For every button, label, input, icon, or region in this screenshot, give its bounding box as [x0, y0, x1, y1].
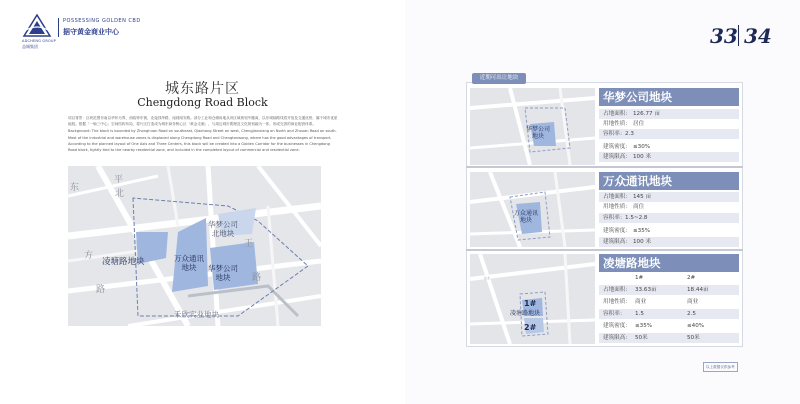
plot2-row-use-value: 商住 — [633, 204, 645, 210]
map-label-huameng-line1: 华梦公司 — [208, 264, 238, 273]
plot1-row-far — [599, 129, 739, 139]
plot3-thumb-label: 凌塘路地块 — [510, 310, 541, 317]
plot2-thumbnail-map — [470, 172, 595, 247]
road-text-lu: 路 — [96, 285, 106, 295]
plot2-row-density-value: ≤35% — [633, 228, 651, 234]
map-label-wanzhong-line2: 地块 — [181, 263, 197, 272]
plot1-row-far-value: 2.3 — [625, 131, 634, 137]
road-text-lu2: 路 — [252, 273, 262, 283]
plot1-row-far-key: 容积率： — [603, 131, 626, 137]
company-logo — [22, 14, 56, 49]
road-text-ping: 平 — [114, 175, 124, 185]
plot2-row-area-key: 占地面积： — [603, 194, 631, 200]
plot1-row-height-key: 建筑限高： — [603, 154, 631, 160]
plot3-row-far-v1: 1.5 — [635, 311, 644, 317]
map-label-huameng-north-line2: 北地块 — [211, 229, 235, 238]
slogan-cn: 据守黄金商业中心 — [63, 28, 119, 36]
logo-mark-icon — [22, 14, 52, 42]
plot3-row-density — [599, 321, 739, 331]
plot1-row-area-value: 126.77 亩 — [633, 111, 660, 117]
plot1-row-use-key: 用地性质： — [603, 121, 631, 127]
plot2-row-use-key: 用地性质： — [603, 204, 631, 210]
map-label-hexin: 禾欣实业地块 — [174, 310, 219, 319]
plot2-row-height-value: 100 米 — [633, 239, 652, 245]
plot2-thumb-label-line1: 万众通讯 — [514, 210, 539, 217]
plot2-row-density-key: 建筑密度： — [603, 228, 631, 234]
plot3-thumb-road-bei: 北 — [487, 276, 491, 280]
block-title-cn: 城东路片区 — [165, 81, 240, 97]
plot3-row-use-v1: 商业 — [635, 299, 647, 305]
plot2-row-density — [599, 226, 739, 236]
plot3-header-row — [599, 273, 739, 283]
plot3-row-far-v2: 2.5 — [687, 311, 696, 317]
road-text-dong: 东 — [70, 183, 80, 193]
plot3-label-1: 1# — [524, 299, 537, 308]
reference-note: 以上数据仅供参考 — [703, 362, 738, 372]
plot3-row-area-key: 占地面积： — [603, 287, 631, 293]
map-label-wanzhong — [174, 254, 204, 272]
road-text-bei: 北 — [115, 189, 125, 199]
plot2-row-height-key: 建筑限高： — [603, 239, 631, 245]
plot1-title: 华梦公司地块 — [599, 88, 739, 106]
block-title-en: Chengdong Road Block — [137, 96, 268, 109]
plot2-row-area — [599, 192, 739, 202]
page-number-left: 33 — [710, 24, 738, 48]
plot3-row-area-v1: 33.63亩 — [635, 287, 657, 293]
plot3-row-height — [599, 333, 739, 343]
plot1-row-height — [599, 152, 739, 162]
plot2-title: 万众通讯地块 — [599, 172, 739, 190]
plot3-row-far-key: 容积率： — [603, 311, 626, 317]
map-label-wanzhong-line1: 万众通讯 — [174, 254, 204, 263]
plot3-row-area-v2: 18.44亩 — [687, 287, 709, 293]
plot3-row-area — [599, 285, 739, 295]
page-number-right: 34 — [744, 24, 772, 48]
plot1-row-density — [599, 142, 739, 152]
plot3-row-height-v1: 50米 — [635, 335, 648, 341]
plot1-thumb-label — [526, 126, 550, 140]
block-description — [68, 115, 340, 154]
plot1-row-density-value: ≤30% — [633, 144, 651, 150]
page-number-divider — [738, 25, 739, 46]
plot1-row-height-value: 100 米 — [633, 154, 652, 160]
plot3-row-density-key: 建筑密度： — [603, 323, 631, 329]
plot3-row-density-v1: ≤35% — [635, 323, 653, 329]
separator-1 — [466, 166, 743, 168]
road-text-fang: 方 — [84, 251, 94, 261]
road-text-wang: 王 — [244, 239, 254, 249]
plot3-thumb-road-dong: 东 — [484, 276, 488, 280]
separator-2 — [466, 249, 743, 251]
plot1-thumb-label-line2: 地块 — [532, 133, 545, 140]
plot2-row-area-value: 145 亩 — [633, 194, 652, 200]
plot3-thumb-road-text — [484, 276, 490, 280]
block-map — [68, 166, 321, 326]
plot1-row-area-key: 占地面积： — [603, 111, 631, 117]
map-label-huameng-north-line1: 华梦公司 — [208, 220, 238, 229]
plot3-row-use — [599, 297, 739, 307]
map-label-huameng-north — [208, 220, 238, 238]
plot3-row-height-v2: 50米 — [687, 335, 700, 341]
plot3-row-use-key: 用地性质： — [603, 299, 631, 305]
plot2-thumb-label — [514, 210, 538, 224]
plot3-row-far — [599, 309, 739, 319]
logo-text-en: ADCHENG GROUP — [22, 39, 56, 43]
plot2-row-height — [599, 237, 739, 247]
plot3-row-height-key: 建筑限高： — [603, 335, 631, 341]
plot3-row-density-v2: ≤40% — [687, 323, 705, 329]
map-graphic — [68, 166, 321, 326]
plot1-row-use — [599, 119, 739, 129]
slogan — [58, 18, 141, 37]
map-label-huameng-line2: 地块 — [215, 273, 231, 282]
description-en: Background: The block is bounded by Zhonghuan Road on southeast, Qiaohang Street on west, Chengjianxiang on North and Zhouan Road on south. Most of the industrial and warehouse zones is displaced along Chengdong Road and Chengtonwong, where has the good advantages of transport. According to the planned layout of One Axis and Three Centers, this block will be created into a Golden Corridor for the businesses in Chengdong Road block, tightly tied to the nearby residential zone, and included in the completed layout of commercial and residential zone. — [68, 129, 337, 153]
plot1-row-area — [599, 109, 739, 119]
plot1-thumbnail-map — [470, 88, 595, 165]
description-cn: 项目背景：区块范围东南以华怀为界，西临钟东街，北接钱华路，南到闻安路。部分工业和仓储用地从该区域规划中撤离，以东城轴路线将开放及交通优势，属于城市优质地段。根据「一轴三中心」空间结构布局，将片区打造成为城东商务核心区「黄金走廊」，与周边城市肌理及文化规划融为一体，形成完善的商业配套体系。 — [68, 116, 338, 127]
map-label-huameng — [208, 264, 238, 282]
map-label-lingtang: 凌塘路地块 — [102, 257, 145, 267]
plot3-title: 凌塘路地块 — [599, 254, 739, 272]
plot2-row-far — [599, 213, 739, 223]
plot1-thumb-label-line1: 华梦公司 — [526, 126, 551, 133]
plot1-row-density-key: 建筑密度： — [603, 144, 631, 150]
plot3-thumbnail-map — [470, 254, 595, 344]
logo-text-cn: 益城集团 — [22, 44, 38, 49]
plot3-col-2: 2# — [687, 275, 696, 281]
plot3-col-1: 1# — [635, 275, 644, 281]
plot3-row-use-v2: 商业 — [687, 299, 699, 305]
section-tag: 近期可出让地块 — [472, 73, 526, 84]
plot2-thumb-label-line2: 地块 — [520, 217, 533, 224]
plot2-row-far-value: 1.5~2.8 — [625, 215, 648, 221]
plot2-row-far-key: 容积率： — [603, 215, 626, 221]
plot1-row-use-value: 居住 — [633, 121, 645, 127]
plot2-row-use — [599, 202, 739, 212]
plot3-label-2: 2# — [524, 323, 537, 332]
slogan-en: POSSESSING GOLDEN CBD — [63, 18, 141, 24]
